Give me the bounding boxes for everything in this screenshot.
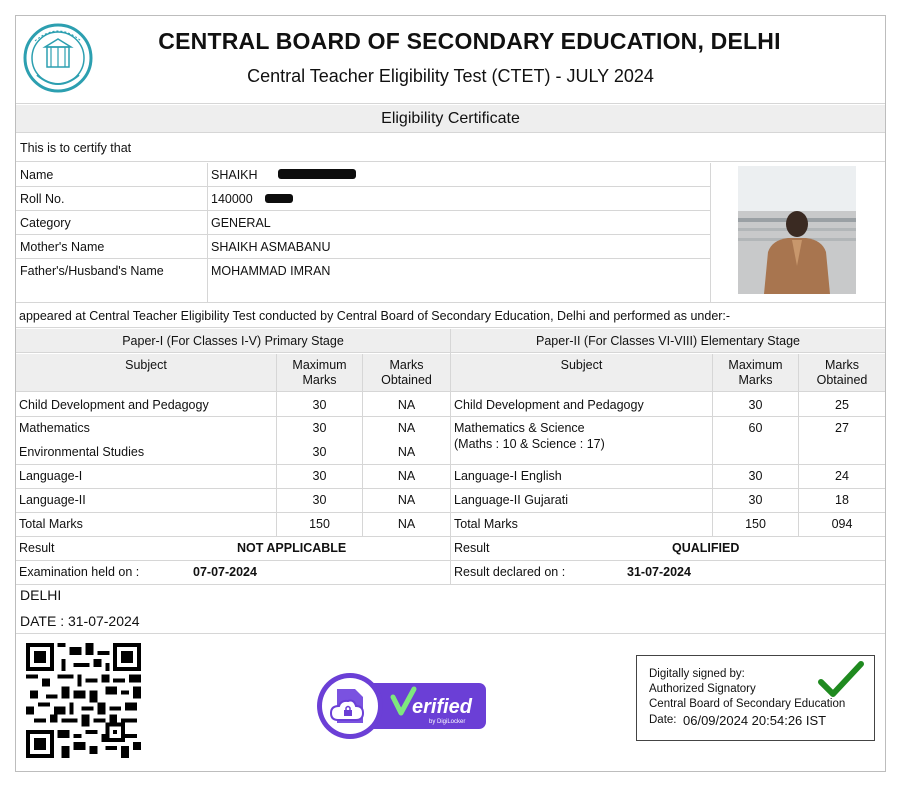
badge-sub: by DigiLocker (429, 719, 466, 725)
p1-subject-cell: Child Development and Pedagogy (19, 398, 209, 412)
info-value: 140000 (211, 192, 253, 206)
redaction-mark (278, 169, 356, 179)
p1-obtained-cell: NA (397, 493, 416, 507)
p2-total-max: 150 (745, 517, 766, 531)
p2-subject-cell: Language-II Gujarati (454, 493, 568, 507)
p2-col-line (712, 354, 713, 536)
certificate-page (15, 15, 886, 772)
header-text: Obtained (816, 373, 868, 387)
certify-text: This is to certify that (16, 134, 885, 162)
p1-subject-cell: Language-I (19, 469, 83, 483)
exam-name: Central Teacher Eligibility Test (CTET) - JULY 2024 (247, 66, 654, 86)
p1-max-cell: 30 (312, 469, 327, 483)
paper2-title: Paper-II (For Classes VI-VIII) Elementary Stage (451, 329, 885, 353)
p1-total-obtained: NA (397, 517, 416, 531)
badge-word: erified (412, 696, 473, 718)
p2-obtained-cell: 27 (835, 421, 849, 435)
info-divider (207, 163, 208, 302)
p1-max-cell: 30 (312, 398, 327, 412)
exam-date-value: 07-07-2024 (193, 565, 257, 579)
digilocker-verified-badge (317, 673, 486, 740)
p2-row-line (451, 488, 885, 489)
qr-code (25, 643, 142, 758)
redaction-mark (265, 194, 293, 203)
info-label: Roll No. (20, 192, 65, 206)
appeared-text: appeared at Central Teacher Eligibility Test conducted by Central Board of Secondary Education, Delhi and performed as under:- (16, 302, 885, 328)
header-text: Marks (824, 358, 860, 372)
row-line (16, 584, 885, 585)
footer-divider (16, 633, 885, 634)
paper1-title: Paper-I (For Classes I-V) Primary Stage (16, 329, 450, 353)
p1-max-cell: 30 (312, 445, 327, 459)
p1-total-max: 150 (309, 517, 330, 531)
p2-subject-note: (Maths : 10 & Science : 17) (454, 437, 605, 451)
info-label: Category (20, 216, 71, 230)
result-date-label: Result declared on : (454, 565, 566, 579)
p2-max-cell: 30 (748, 398, 763, 412)
place-text: DELHI (20, 587, 62, 603)
p2-result-label: Result (454, 541, 490, 555)
digital-signature-box (636, 655, 875, 741)
p1-subject-cell: Environmental Studies (19, 445, 145, 459)
p1-max-header (277, 354, 362, 392)
p2-obtained-header (799, 354, 885, 392)
p2-obtained-cell: 18 (835, 493, 849, 507)
p1-result-label: Result (19, 541, 55, 555)
p2-subject-cell: Mathematics & Science (454, 421, 585, 435)
exam-date-label: Examination held on : (19, 565, 140, 579)
row-line (16, 536, 885, 537)
candidate-photo (738, 166, 856, 294)
p2-subject-header (451, 354, 712, 392)
info-row-roll (16, 187, 710, 211)
p2-row-line (451, 416, 885, 417)
p1-subject-header (16, 354, 276, 392)
p1-obtained-cell: NA (397, 398, 416, 412)
p1-subject-cell: Mathematics (19, 421, 90, 435)
p2-max-cell: 60 (748, 421, 763, 435)
info-label: Mother's Name (20, 240, 105, 254)
p1-obtained-cell: NA (397, 469, 416, 483)
p1-row-line (16, 488, 450, 489)
header-text: Subject (125, 358, 167, 372)
p2-row-line (451, 464, 885, 465)
result-date-value: 31-07-2024 (627, 565, 691, 579)
p2-max-header (713, 354, 798, 392)
info-label: Father's/Husband's Name (20, 264, 164, 278)
p2-obtained-cell: 25 (835, 398, 849, 412)
p1-result-value: NOT APPLICABLE (237, 541, 347, 555)
p2-subject-cell: Child Development and Pedagogy (454, 398, 644, 412)
header-text: Marks (389, 358, 424, 372)
info-row-name (16, 163, 710, 187)
p1-row-line (16, 464, 450, 465)
p1-subject-cell: Language-II (19, 493, 86, 507)
p2-row-line (451, 512, 885, 513)
row-line (16, 560, 885, 561)
p1-total-label: Total Marks (19, 517, 83, 531)
p1-obtained-cell: NA (397, 421, 416, 435)
header-text: Marks (302, 373, 337, 387)
paper-divider (450, 329, 451, 584)
info-value: MOHAMMAD IMRAN (211, 264, 331, 278)
sig-date-value: 06/09/2024 20:54:26 IST (683, 713, 827, 728)
p2-max-cell: 30 (748, 469, 763, 483)
p2-total-label: Total Marks (454, 517, 518, 531)
p2-result-value: QUALIFIED (672, 541, 740, 555)
p1-obtained-cell: NA (397, 445, 416, 459)
sig-line: Central Board of Secondary Education (649, 698, 846, 710)
info-label: Name (20, 168, 54, 182)
p1-max-cell: 30 (312, 493, 327, 507)
header-text: Maximum (728, 358, 783, 372)
p1-row-line (16, 416, 450, 417)
info-row-category (16, 211, 710, 235)
p1-obtained-header (363, 354, 450, 392)
info-value: SHAIKH ASMABANU (211, 240, 331, 254)
p2-obtained-cell: 24 (835, 469, 849, 483)
p2-max-cell: 30 (748, 493, 763, 507)
issue-date: DATE : 31-07-2024 (20, 613, 140, 629)
info-row-father (16, 259, 710, 283)
info-value: GENERAL (211, 216, 271, 230)
p2-total-obtained: 094 (831, 517, 853, 531)
p1-max-cell: 30 (312, 421, 327, 435)
sig-date-label: Date: (649, 714, 677, 726)
info-row-mother (16, 235, 710, 259)
board-name: CENTRAL BOARD OF SECONDARY EDUCATION, DELHI (158, 28, 781, 54)
header-text: Maximum (292, 358, 347, 372)
p2-subject-cell: Language-I English (454, 469, 562, 483)
certificate-header (16, 16, 885, 104)
certificate-title: Eligibility Certificate (16, 105, 885, 133)
sig-line: Authorized Signatory (649, 683, 756, 695)
checkmark-icon (817, 660, 865, 700)
p1-row-line (16, 512, 450, 513)
sig-line: Digitally signed by: (649, 668, 745, 680)
header-text: Subject (560, 358, 603, 372)
info-value: SHAIKH (211, 168, 258, 182)
header-text: Marks (738, 373, 773, 387)
photo-divider (710, 163, 711, 302)
header-text: Obtained (381, 373, 432, 387)
p2-col-line (798, 354, 799, 536)
